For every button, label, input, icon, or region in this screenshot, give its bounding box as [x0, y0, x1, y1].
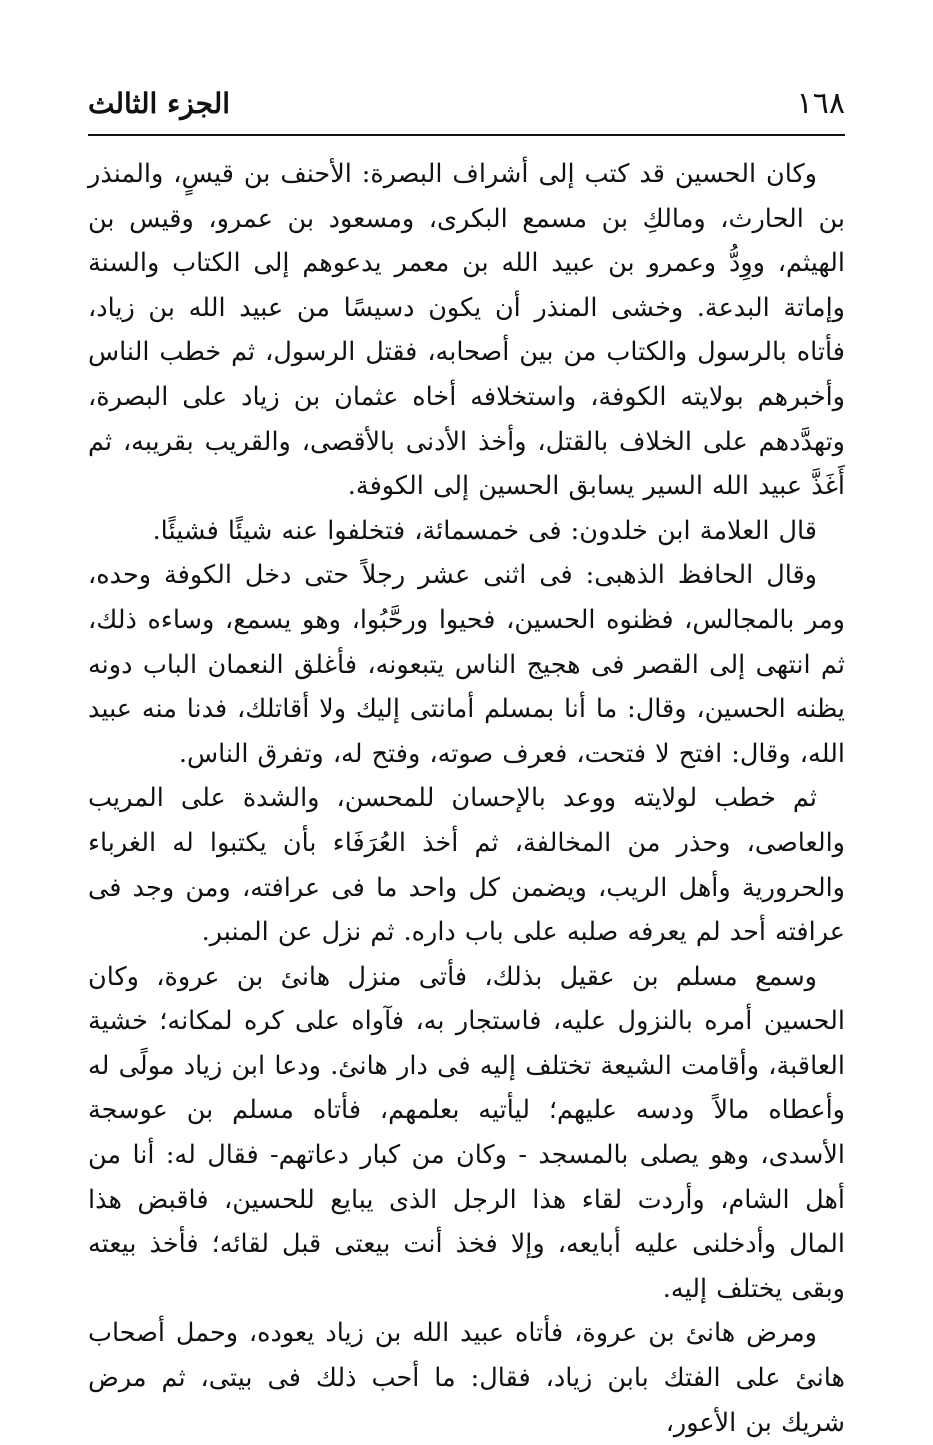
- paragraph-3: وقال الحافظ الذهبى: فى اثنى عشر رجلاً حتى دخل الكوفة وحده، ومر بالمجالس، فظنوه الحسين، فحيوا ورحَّبُوا، وهو يسمع، وساءه ذلك، ثم انتهى إلى القصر فى هجيج الناس يتبعونه، فأغلق النعمان الباب دونه يظنه الحسين، وقال: ما أنا بمسلم أمانتى إليك ولا أقاتلك، فدنا منه عبيد الله، وقال: افتح لا فتحت، فعرف صوته، وفتح له، وتفرق الناس.: [88, 560, 845, 769]
- paragraph-1: وكان الحسين قد كتب إلى أشراف البصرة: الأحنف بن قيسٍ، والمنذر بن الحارث، ومالكِ بن مسمع البكرى، ومسعود بن عمرو، وقيس بن الهيثم، ووِدُّ وعمرو بن عبيد الله بن معمر يدعوهم إلى الكتاب والسنة وإماتة البدعة. وخشى المنذر أن يكون دسيسًا من عبيد الله بن زياد، فأتاه بالرسول والكتاب من بين أصحابه، فقتل الرسول، ثم خطب الناس وأخبرهم بولايته الكوفة، واستخلافه أخاه عثمان بن زياد على البصرة، وتهدَّدهم على الخلاف بالقتل، وأخذ الأدنى بالأقصى، والقريب بقريبه، ثم أَغَذَّ عبيد الله السير يسابق الحسين إلى الكوفة.: [88, 159, 845, 502]
- page-number: ١٦٨: [796, 86, 845, 121]
- body-text: [88, 152, 845, 1445]
- running-title: الجزء الثالث: [88, 87, 231, 120]
- paragraph-5: وسمع مسلم بن عقيل بذلك، فأتى منزل هانئ بن عروة، وكان الحسين أمره بالنزول عليه، فاستجار به، فآواه على كره لمكانه؛ خشية العاقبة، وأقامت الشيعة تختلف إليه فى دار هانئ. ودعا ابن زياد مولًى له وأعطاه مالاً ودسه عليهم؛ ليأتيه بعلمهم، فأتاه مسلم بن عوسجة الأسدى، وهو يصلى بالمسجد - وكان من كبار دعاتهم- فقال له: أنا من أهل الشام، وأردت لقاء هذا الرجل الذى يبايع للحسين، فاقبض هذا المال وأدخلنى عليه أبايعه، وإلا فخذ أنت بيعتى قبل لقائه؛ فأخذ بيعته وبقى يختلف إليه.: [88, 961, 845, 1304]
- page-header: [88, 84, 845, 130]
- paragraph-4: ثم خطب لولايته ووعد بالإحسان للمحسن، والشدة على المريب والعاصى، وحذر من المخالفة، ثم أخذ العُرَفَاء بأن يكتبوا له الغرباء والحرورية وأهل الريب، ويضمن كل واحد ما فى عرافته، ومن وجد فى عرافته أحد لم يعرفه صلبه على باب داره. ثم نزل عن المنبر.: [88, 783, 845, 948]
- header-divider: [88, 134, 845, 136]
- paragraph-2: قال العلامة ابن خلدون: فى خمسمائة، فتخلفوا عنه شيئًا فشيئًا.: [152, 515, 817, 546]
- paragraph-6: ومرض هانئ بن عروة، فأتاه عبيد الله بن زياد يعوده، وحمل أصحاب هانئ على الفتك بابن زياد، فقال: ما أحب ذلك فى بيتى، ثم مرض شريك بن الأعور،: [88, 1318, 845, 1438]
